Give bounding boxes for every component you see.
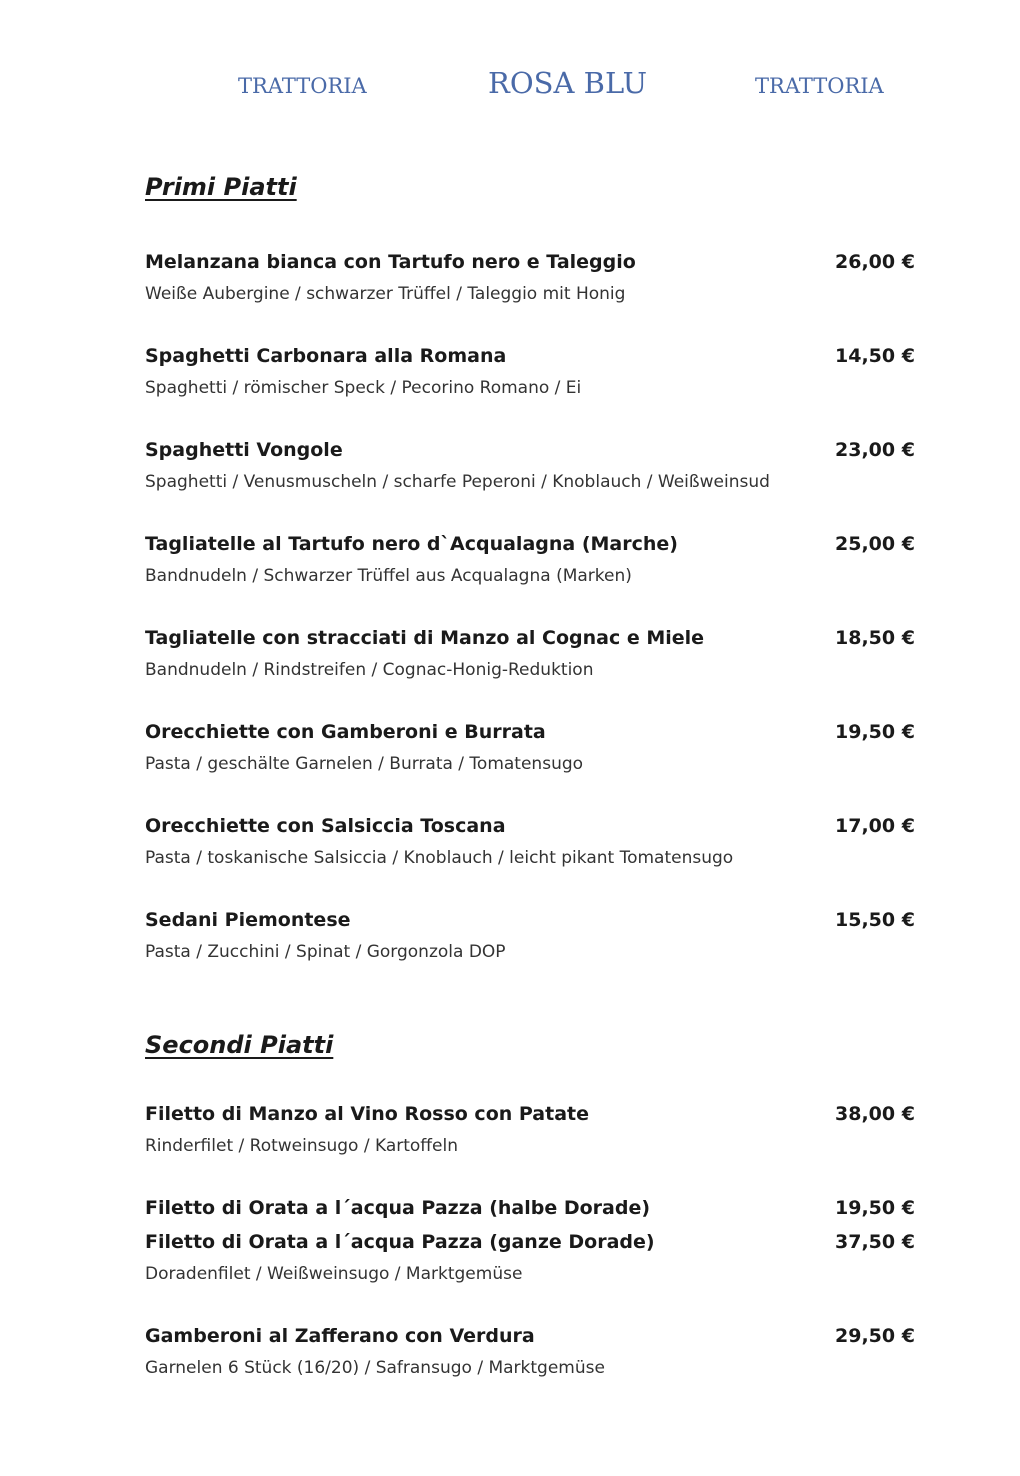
- dish-name: Orecchiette con Salsiccia Toscana: [145, 815, 506, 837]
- restaurant-name: ROSA BLU: [488, 66, 648, 100]
- dish-description: Bandnudeln / Rindstreifen / Cognac-Honig-Reduktion: [145, 660, 594, 680]
- menu-item-line: [145, 903, 925, 937]
- dish-name: Spaghetti Vongole: [145, 439, 343, 461]
- secondi-piatti-section: [145, 1025, 925, 1413]
- menu-item: [145, 715, 925, 779]
- menu-item-line: [145, 339, 925, 373]
- menu-item: [145, 527, 925, 591]
- menu-item: [145, 621, 925, 685]
- menu-item: [145, 809, 925, 873]
- secondi-items-list: [145, 1097, 925, 1383]
- menu-header: [0, 62, 1020, 112]
- menu-item-line: [145, 1319, 925, 1353]
- menu-item-line: [145, 433, 925, 467]
- menu-item-line: [145, 715, 925, 749]
- menu-item-line: [145, 621, 925, 655]
- menu-item: [145, 339, 925, 403]
- dish-price: 19,50 €: [835, 721, 915, 743]
- menu-item-line: [145, 1191, 925, 1225]
- dish-description: Pasta / geschälte Garnelen / Burrata / Tomatensugo: [145, 754, 584, 774]
- menu-item-line: [145, 245, 925, 279]
- dish-price: 26,00 €: [835, 251, 915, 273]
- menu-item-line: [145, 527, 925, 561]
- dish-price: 19,50 €: [835, 1197, 915, 1219]
- dish-description: Pasta / toskanische Salsiccia / Knoblauch / leicht pikant Tomatensugo: [145, 848, 734, 868]
- menu-item: [145, 1319, 925, 1383]
- dish-price: 29,50 €: [835, 1325, 915, 1347]
- menu-item: [145, 903, 925, 967]
- dish-price: 17,00 €: [835, 815, 915, 837]
- dish-name: Spaghetti Carbonara alla Romana: [145, 345, 507, 367]
- dish-name: Sedani Piemontese: [145, 909, 351, 931]
- dish-name: Orecchiette con Gamberoni e Burrata: [145, 721, 546, 743]
- dish-name: Filetto di Orata a l´acqua Pazza (ganze Dorade): [145, 1231, 655, 1253]
- menu-item: [145, 1097, 925, 1161]
- menu-item: [145, 245, 925, 309]
- dish-description: Bandnudeln / Schwarzer Trüffel aus Acqualagna (Marken): [145, 566, 632, 586]
- dish-name: Tagliatelle con stracciati di Manzo al Cognac e Miele: [145, 627, 705, 649]
- header-left-label: TRATTORIA: [238, 74, 367, 98]
- dish-price: 37,50 €: [835, 1231, 915, 1253]
- dish-name: Filetto di Orata a l´acqua Pazza (halbe Dorade): [145, 1197, 651, 1219]
- dish-price: 38,00 €: [835, 1103, 915, 1125]
- dish-name: Gamberoni al Zafferano con Verdura: [145, 1325, 535, 1347]
- section-title: Primi Piatti: [145, 173, 297, 201]
- dish-description: Weiße Aubergine / schwarzer Trüffel / Taleggio mit Honig: [145, 284, 626, 304]
- menu-item-line: [145, 1097, 925, 1131]
- dish-price: 25,00 €: [835, 533, 915, 555]
- dish-description: Spaghetti / Venusmuscheln / scharfe Peperoni / Knoblauch / Weißweinsud: [145, 472, 770, 492]
- primi-piatti-section: [145, 167, 925, 997]
- dish-price: 23,00 €: [835, 439, 915, 461]
- dish-name: Melanzana bianca con Tartufo nero e Taleggio: [145, 251, 636, 273]
- dish-description: Garnelen 6 Stück (16/20) / Safransugo / Marktgemüse: [145, 1358, 605, 1378]
- menu-item: [145, 1191, 925, 1289]
- dish-name: Tagliatelle al Tartufo nero d`Acqualagna (Marche): [145, 533, 678, 555]
- dish-description: Doradenfilet / Weißweinsugo / Marktgemüse: [145, 1264, 523, 1284]
- dish-description: Rinderfilet / Rotweinsugo / Kartoffeln: [145, 1136, 458, 1156]
- menu-item-line: [145, 1225, 925, 1259]
- dish-description: Pasta / Zucchini / Spinat / Gorgonzola DOP: [145, 942, 506, 962]
- primi-items-list: [145, 245, 925, 967]
- header-right-label: TRATTORIA: [755, 74, 884, 98]
- menu-item-line: [145, 809, 925, 843]
- dish-price: 18,50 €: [835, 627, 915, 649]
- dish-price: 15,50 €: [835, 909, 915, 931]
- dish-price: 14,50 €: [835, 345, 915, 367]
- section-title: Secondi Piatti: [145, 1031, 334, 1059]
- dish-description: Spaghetti / römischer Speck / Pecorino Romano / Ei: [145, 378, 582, 398]
- menu-item: [145, 433, 925, 497]
- dish-name: Filetto di Manzo al Vino Rosso con Patate: [145, 1103, 589, 1125]
